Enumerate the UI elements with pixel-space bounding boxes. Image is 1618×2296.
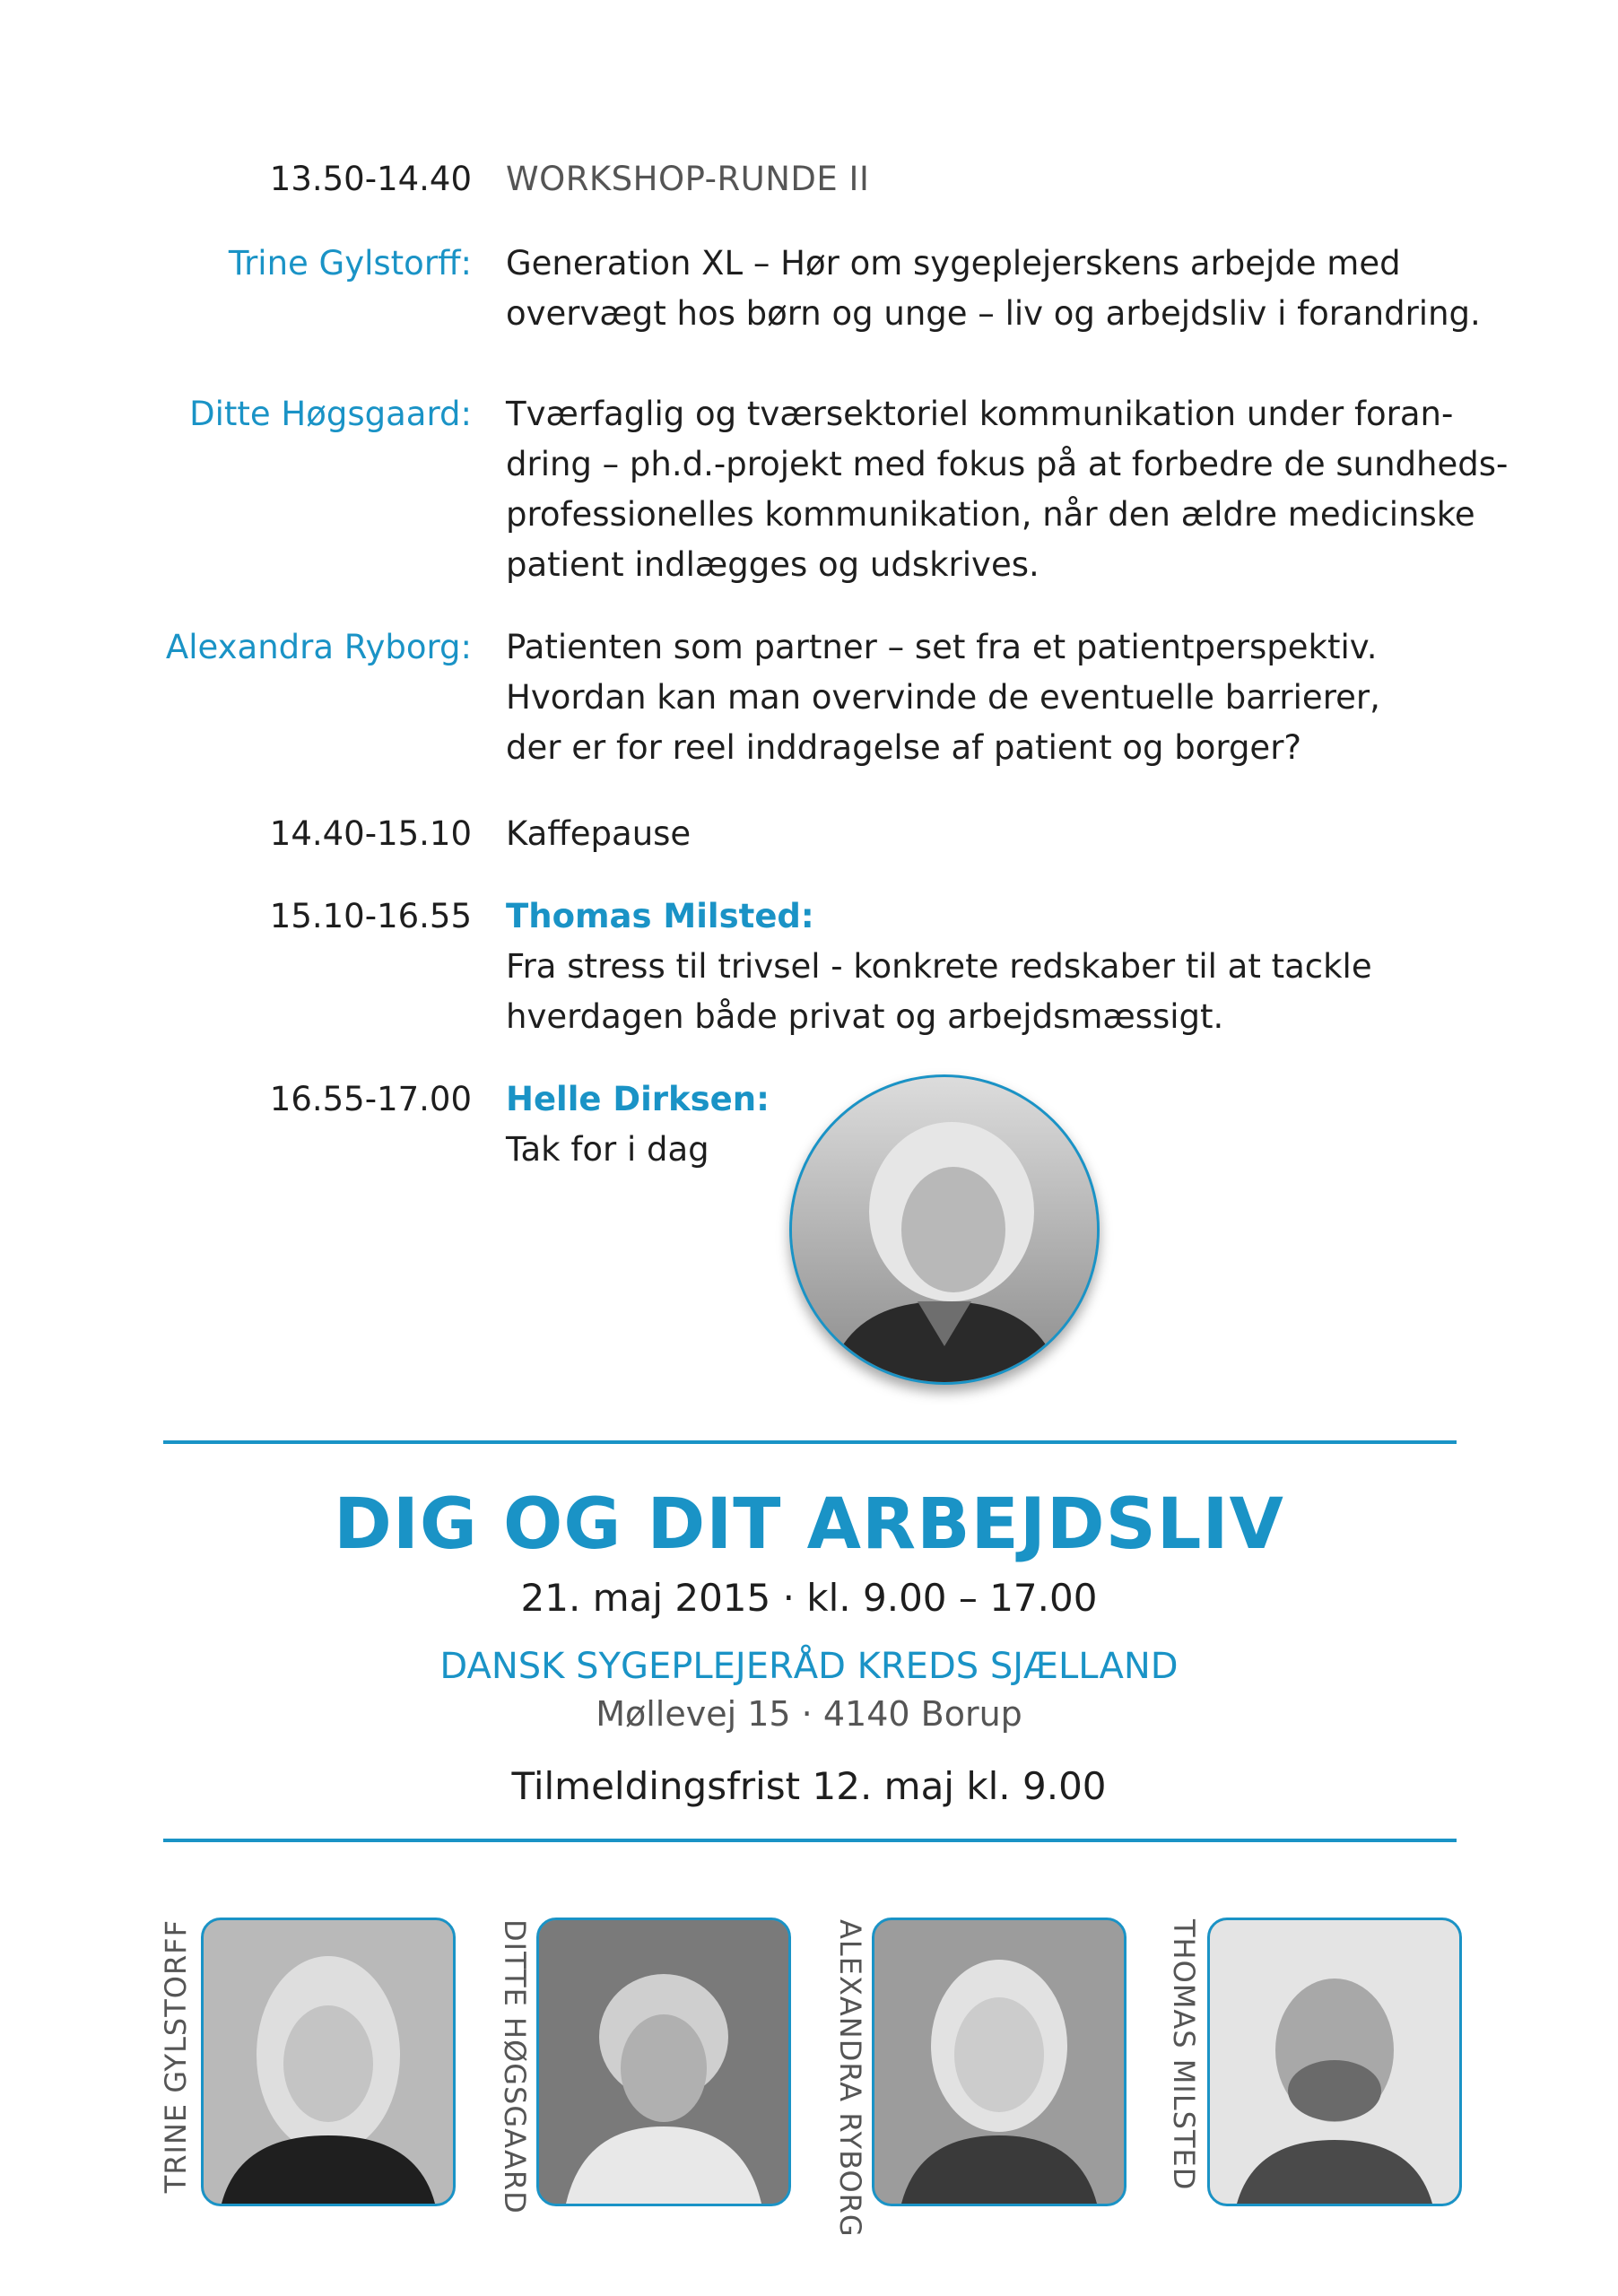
text-line: Patienten som partner – set fra et patientperspektiv. <box>506 628 1378 666</box>
speaker-name-vertical: DITTE HØGSGAARD <box>498 1919 532 2214</box>
speaker-label: Alexandra Ryborg: <box>165 628 472 666</box>
portrait-photo <box>792 1077 1097 1382</box>
text-line: Tak for i dag <box>506 1130 709 1169</box>
text-line: Kaffepause <box>506 814 692 853</box>
program-text <box>506 389 1509 590</box>
program-text <box>506 622 1474 773</box>
text-line: Tværfaglig og tværsektoriel kommunikation under foran- <box>506 395 1454 433</box>
speaker-photo <box>1207 1918 1462 2206</box>
time-label: 13.50-14.40 <box>269 160 472 198</box>
speaker-photo <box>536 1918 791 2206</box>
time-label: 14.40-15.10 <box>269 814 472 853</box>
text-line: professionelles kommunikation, når den ældre medicinske <box>506 495 1475 534</box>
speaker-name-vertical: THOMAS MILSTED <box>1167 1919 1201 2191</box>
divider-top <box>163 1440 1457 1444</box>
event-date: 21. maj 2015 · kl. 9.00 – 17.00 <box>520 1576 1098 1620</box>
program-text <box>506 891 1474 1042</box>
program-text <box>506 239 1481 339</box>
registration-deadline: Tilmeldingsfrist 12. maj kl. 9.00 <box>511 1764 1107 1808</box>
speaker-name-vertical: TRINE GYLSTORFF <box>159 1919 193 2194</box>
time-label: 16.55-17.00 <box>269 1080 472 1118</box>
speaker-name: Thomas Milsted: <box>506 897 814 935</box>
speaker-photo <box>201 1918 456 2206</box>
section-heading: WORKSHOP-RUNDE II <box>506 160 870 198</box>
speaker-label: Trine Gylstorff: <box>228 244 472 283</box>
text-line: Fra stress til trivsel - konkrete redskaber til at tackle <box>506 947 1372 986</box>
program-text <box>506 809 1474 859</box>
text-line: Hvordan kan man overvinde de eventuelle barrierer, <box>506 678 1380 717</box>
text-line: Generation XL – Hør om sygeplejerskens arbejde med <box>506 244 1401 283</box>
program-text <box>506 154 1474 204</box>
text-line: dring – ph.d.-projekt med fokus på at forbedre de sundheds- <box>506 445 1509 483</box>
text-line: hverdagen både privat og arbejdsmæssigt. <box>506 997 1224 1036</box>
speaker-photo <box>872 1918 1127 2206</box>
speaker-name-vertical: ALEXANDRA RYBORG <box>833 1919 867 2238</box>
event-title: DIG OG DIT ARBEJDSLIV <box>334 1484 1284 1565</box>
speaker-name: Helle Dirksen: <box>506 1080 770 1118</box>
event-address: Møllevej 15 · 4140 Borup <box>596 1694 1022 1734</box>
divider-bottom <box>163 1839 1457 1842</box>
time-label: 15.10-16.55 <box>269 897 472 935</box>
text-line: overvægt hos børn og unge – liv og arbejdsliv i forandring. <box>506 294 1481 333</box>
speaker-portrait-circle <box>789 1074 1100 1385</box>
event-organization: DANSK SYGEPLEJERÅD KREDS SJÆLLAND <box>439 1646 1179 1687</box>
speaker-label: Ditte Høgsgaard: <box>189 395 472 433</box>
text-line: der er for reel inddragelse af patient og borger? <box>506 728 1302 767</box>
text-line: patient indlægges og udskrives. <box>506 545 1040 584</box>
